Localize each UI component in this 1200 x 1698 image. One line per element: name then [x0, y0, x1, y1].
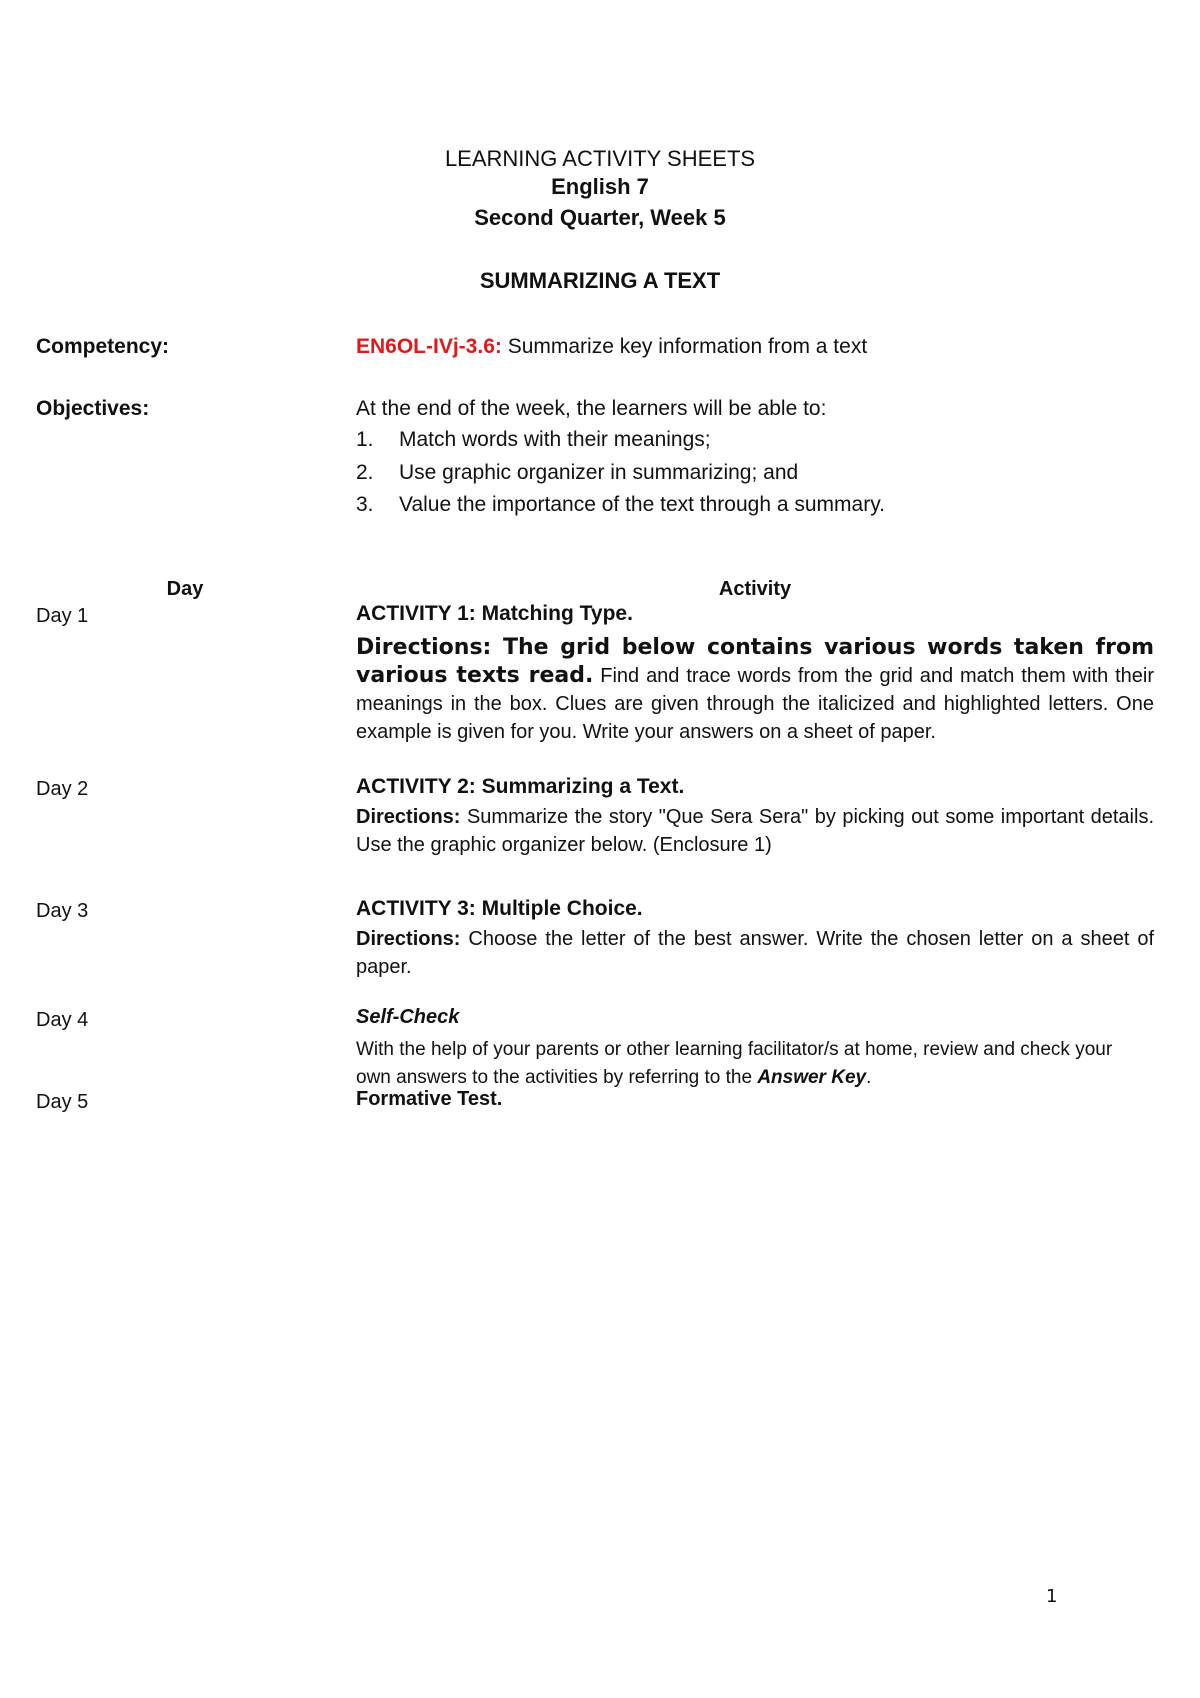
- activity-directions: [356, 1036, 1146, 1092]
- activity-title: Formative Test.: [356, 1088, 503, 1110]
- directions-emphasis: The grid below contains various words taken from various texts read.: [356, 635, 1154, 688]
- topic-heading: SUMMARIZING A TEXT: [479, 268, 721, 293]
- objective-number: 3.: [356, 493, 374, 516]
- objective-number: 2.: [356, 461, 374, 484]
- directions-text: Summarize the story "Que Sera Sera" by picking out some important details. Use the graphic organizer below. (Enclosure 1): [356, 806, 1154, 856]
- objective-text: Use graphic organizer in summarizing; and: [399, 461, 799, 484]
- quarter-week-heading: Second Quarter, Week 5: [474, 205, 726, 230]
- directions-text: Choose the letter of the best answer. Write the chosen letter on a sheet of paper.: [356, 928, 1154, 978]
- page-number: 1: [1046, 1586, 1058, 1607]
- activity-title: Self-Check: [356, 1006, 460, 1028]
- competency-value: [356, 333, 867, 361]
- objectives-label: Objectives:: [36, 397, 150, 420]
- activity-title: ACTIVITY 3: Multiple Choice.: [356, 897, 643, 920]
- directions-text: Find and trace words from the grid and match them with their meanings in the box. Clues are given through the italicized and highlighted letters. One example is given for you. Write your answers on a sheet of paper.: [356, 665, 1155, 743]
- activity-directions: [356, 803, 1154, 859]
- answer-key-reference: Answer Key: [757, 1067, 867, 1088]
- activity-column-header: Activity: [718, 578, 792, 600]
- day-label: Day 3: [36, 900, 89, 922]
- activity-title: ACTIVITY 2: Summarizing a Text.: [356, 775, 685, 798]
- directions-label: Directions:: [356, 928, 461, 950]
- activity-directions: [356, 634, 1154, 746]
- self-check-text-end: .: [866, 1067, 872, 1088]
- directions-label: Directions:: [356, 635, 492, 660]
- directions-label: Directions:: [356, 806, 461, 828]
- subject-heading: English 7: [551, 174, 649, 199]
- day-label: Day 4: [36, 1009, 89, 1031]
- objective-text: Value the importance of the text through a summary.: [399, 493, 885, 516]
- day-label: Day 1: [36, 605, 89, 627]
- self-check-text: With the help of your parents or other learning facilitator/s at home, review and check your own answers to the activities by referring to the: [356, 1039, 1113, 1088]
- objectives-intro: At the end of the week, the learners will be able to:: [356, 397, 827, 420]
- activity-directions: [356, 925, 1154, 981]
- activity-title: ACTIVITY 1: Matching Type.: [356, 602, 633, 625]
- competency-label: Competency:: [36, 335, 170, 358]
- objective-number: 1.: [356, 428, 374, 451]
- day-column-header: Day: [166, 578, 204, 600]
- competency-code: EN6OL-IVj-3.6:: [356, 335, 502, 358]
- competency-text: Summarize key information from a text: [501, 335, 868, 358]
- day-label: Day 5: [36, 1091, 89, 1113]
- day-label: Day 2: [36, 778, 89, 800]
- document-title: LEARNING ACTIVITY SHEETS: [444, 146, 756, 171]
- objective-text: Match words with their meanings;: [399, 428, 711, 451]
